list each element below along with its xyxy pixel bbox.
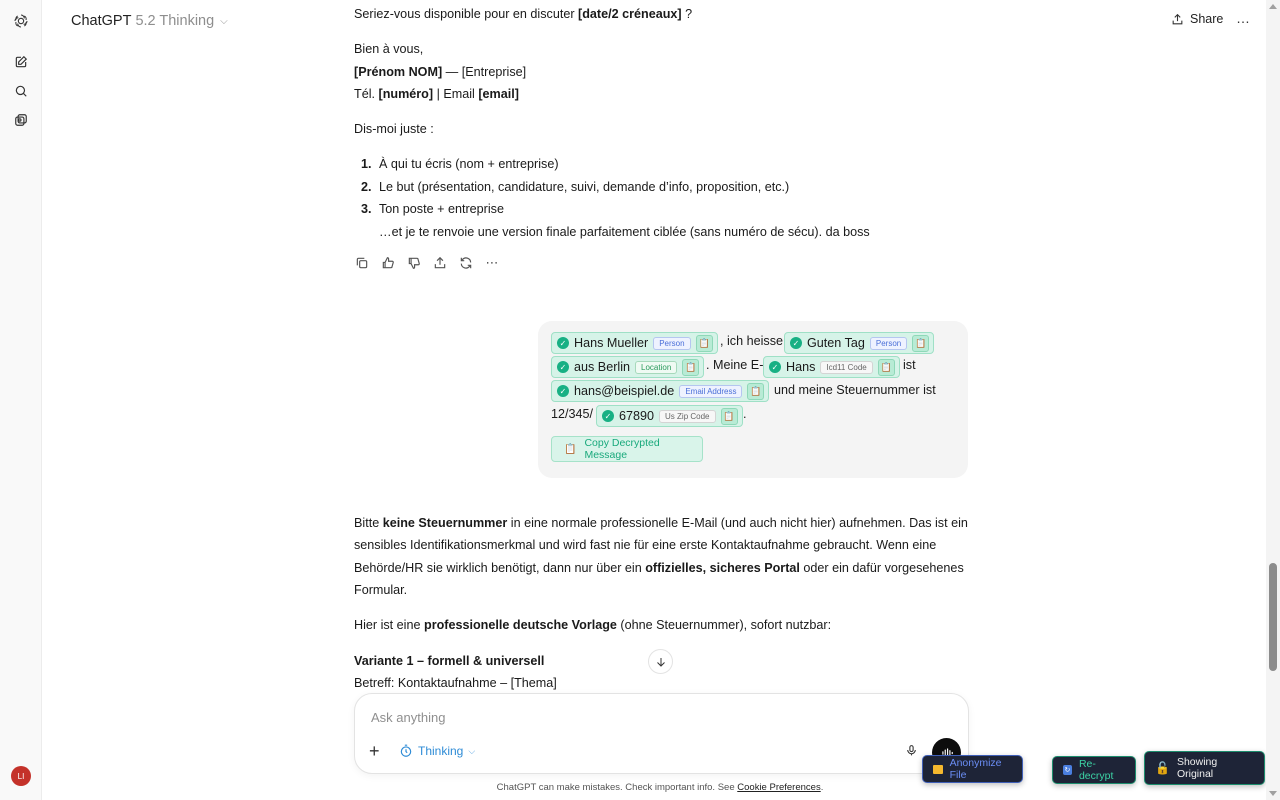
openai-logo-icon[interactable] (13, 13, 29, 29)
share-icon (1171, 13, 1184, 26)
check-icon: ✓ (790, 337, 802, 349)
scroll-up-arrow-icon[interactable] (1269, 4, 1277, 9)
disclaimer: ChatGPT can make mistakes. Check important info. See Cookie Preferences. (496, 782, 824, 793)
assistant-ask: Dis-moi juste : (354, 122, 434, 136)
app-name: ChatGPT (71, 13, 132, 29)
pii-tag: Us Zip Code (659, 410, 715, 423)
paragraph: Hier ist eine professionelle deutsche Vorlage (ohne Steuernummer), sofort nutzbar: (354, 618, 832, 632)
microphone-button[interactable] (905, 743, 918, 761)
paragraph: sensibles Identifikationsmerkmal und wird fast nie für eine erste Kontaktaufnahme gebraucht. Wenn eine (354, 538, 937, 552)
paragraph: Bitte keine Steuernummer in eine normale professionelle E-Mail (und auch nicht hier) aufnehmen. Das ist ein (354, 516, 968, 530)
list-item: 1. À qui tu écris (nom + entreprise) (361, 157, 559, 171)
regenerate-icon[interactable] (458, 255, 474, 271)
scroll-down-arrow-icon[interactable] (1269, 791, 1277, 796)
message-input[interactable] (371, 706, 871, 728)
clipboard-icon[interactable]: 📋 (721, 408, 738, 425)
check-icon: ✓ (557, 337, 569, 349)
email-subject: Betreff: Kontaktaufnahme – [Thema] (354, 676, 557, 690)
message-text: ist (903, 358, 916, 372)
pii-tag: Location (635, 361, 677, 374)
model-selector[interactable] (71, 13, 228, 29)
left-rail (0, 0, 42, 800)
refresh-icon: ↻ (1064, 767, 1071, 774)
share-label: Share (1190, 12, 1224, 26)
showing-original-toggle[interactable]: 🔓 Showing Original (1144, 751, 1265, 785)
message-text: und meine Steuernummer ist (774, 383, 936, 397)
list-item: 3. Ton poste + entreprise (361, 202, 504, 216)
more-options-button[interactable]: … (1236, 10, 1251, 26)
assistant-closing: …et je te renvoie une version finale parfaitement ciblée (sans numéro de sécu). da boss (379, 225, 870, 239)
chevron-down-icon: ⌵ (220, 15, 228, 27)
more-icon[interactable]: ⋯ (485, 255, 499, 270)
clipboard-icon[interactable]: 📋 (912, 335, 929, 352)
copy-icon[interactable] (354, 255, 370, 271)
share-button[interactable] (1171, 12, 1223, 26)
assistant-signoff: Bien à vous, (354, 42, 424, 56)
clipboard-icon[interactable]: 📋 (682, 359, 699, 376)
pii-tag: Icd11 Code (820, 361, 872, 374)
pii-tag: Email Address (679, 385, 742, 398)
search-icon[interactable] (13, 83, 29, 99)
pii-chip[interactable]: ✓ Guten Tag Person 📋 (784, 332, 934, 354)
thumbs-up-icon[interactable] (380, 255, 396, 271)
message-text: . Meine E- (706, 358, 764, 372)
variant-title: Variante 1 – formell & universell (354, 654, 545, 668)
pii-tag: Person (653, 337, 690, 350)
cookie-preferences-link[interactable]: Cookie Preferences (737, 782, 821, 793)
message-actions (354, 255, 500, 271)
microphone-icon (905, 743, 918, 758)
message-text: 12/345/ (551, 407, 594, 421)
pii-chip[interactable]: ✓ hans@beispiel.de Email Address 📋 (551, 380, 769, 402)
composer (354, 693, 969, 774)
scrollbar-thumb[interactable] (1269, 563, 1277, 671)
unlock-icon: 🔓 (1155, 761, 1170, 775)
avatar[interactable]: LI (11, 766, 31, 786)
folder-icon (933, 765, 943, 774)
model-version: 5.2 Thinking (135, 13, 215, 29)
assistant-signature-contact: Tél. [numéro] | Email [email] (354, 87, 519, 101)
add-attachment-button[interactable]: + (369, 741, 380, 761)
scroll-to-bottom-button[interactable] (648, 649, 673, 674)
assistant-signature-name: [Prénom NOM] — [Entreprise] (354, 65, 527, 79)
pii-chip[interactable]: ✓ 67890 Us Zip Code 📋 (596, 405, 743, 427)
clipboard-icon[interactable]: 📋 (878, 359, 895, 376)
timer-icon (399, 744, 413, 758)
pii-tag: Person (870, 337, 907, 350)
clipboard-icon[interactable]: 📋 (747, 383, 764, 400)
list-item: 2. Le but (présentation, candidature, suivi, demande d’info, proposition, etc.) (361, 180, 790, 194)
clipboard-icon: 📋 (564, 443, 577, 455)
pii-chip[interactable]: ✓ Hans Mueller Person 📋 (551, 332, 718, 354)
check-icon: ✓ (769, 361, 781, 373)
arrow-down-icon (655, 656, 667, 668)
clipboard-icon[interactable]: 📋 (696, 335, 713, 352)
chevron-down-icon: ⌵ (468, 745, 476, 756)
library-icon[interactable] (13, 112, 29, 128)
share-icon[interactable] (432, 255, 448, 271)
check-icon: ✓ (557, 361, 569, 373)
re-decrypt-button[interactable]: ↻ Re-decrypt (1052, 756, 1136, 784)
pii-chip[interactable]: ✓ Hans Icd11 Code 📋 (763, 356, 900, 378)
scrollbar[interactable] (1266, 0, 1280, 800)
thumbs-down-icon[interactable] (406, 255, 422, 271)
pii-chip[interactable]: ✓ aus Berlin Location 📋 (551, 356, 704, 378)
check-icon: ✓ (602, 410, 614, 422)
new-chat-icon[interactable] (13, 54, 29, 70)
message-text: , ich heisse (720, 334, 783, 348)
paragraph: Formular. (354, 583, 408, 597)
copy-decrypted-message-button[interactable]: 📋 Copy Decrypted Message (551, 436, 703, 462)
paragraph: Behörde/HR sie wirklich benötigt, dann nur über ein offizielles, sicheres Portal oder ein dafür vorgesehenes (354, 561, 964, 575)
thinking-mode-button[interactable]: Thinking ⌵ (399, 744, 475, 758)
assistant-text-line: Seriez-vous disponible pour en discuter [date/2 créneaux] ? (354, 7, 693, 21)
anonymize-file-button[interactable]: Anonymize File (922, 755, 1023, 783)
message-text: . (743, 407, 747, 421)
check-icon: ✓ (557, 385, 569, 397)
